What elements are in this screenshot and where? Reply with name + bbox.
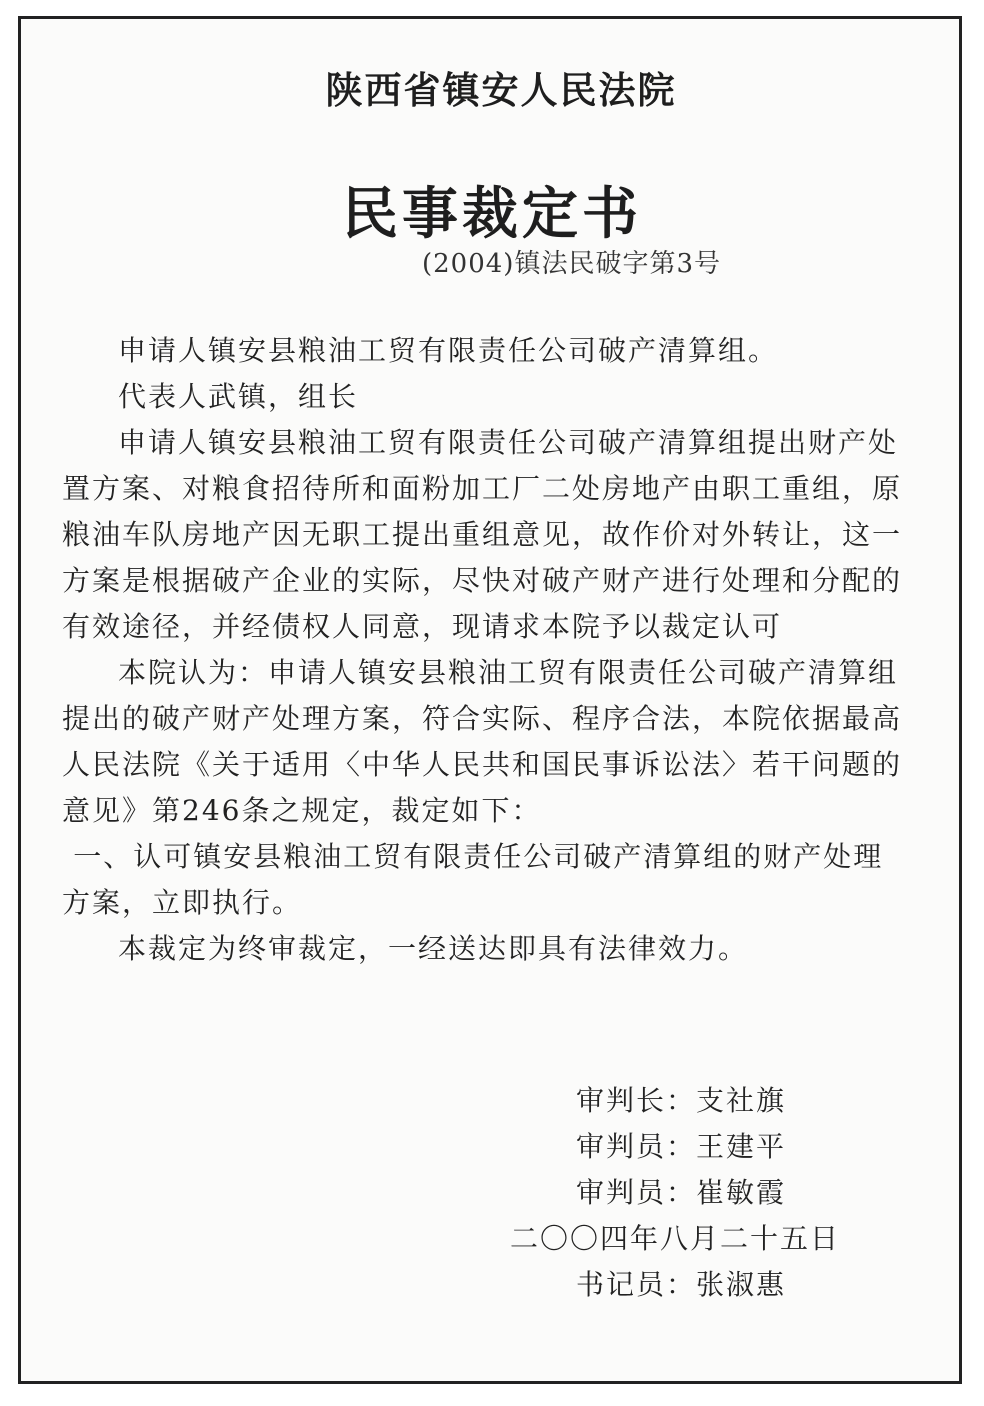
judge-1: 审判员：王建平 [576,1130,787,1163]
clerk: 书记员：张淑惠 [576,1268,787,1301]
case-number: (2004)镇法民破字第3号 [422,249,721,279]
paragraph-representative: 代表人武镇，组长 [118,380,359,413]
presiding-judge: 审判长：支社旗 [576,1084,787,1117]
court-name: 陕西省镇安人民法院 [325,68,677,112]
document-title: 民事裁定书 [342,182,642,247]
signature-block [510,1078,840,1308]
ruling-date: 二〇〇四年八月二十五日 [510,1222,841,1255]
paragraph-court-opinion: 本院认为：申请人镇安县粮油工贸有限责任公司破产清算组提出的破产财产处理方案，符合实际、程序合法，本院依据最高人民法院《关于适用〈中华人民共和国民事诉讼法〉若干问题的意见》第246条之规定，裁定如下： [62,656,903,827]
ruling-body [62,328,907,972]
paragraph-facts: 申请人镇安县粮油工贸有限责任公司破产清算组提出财产处置方案、对粮食招待所和面粉加工厂二处房地产由职工重组，原粮油车队房地产因无职工提出重组意见，故作价对外转让，这一方案是根据破产企业的实际，尽快对破产财产进行处理和分配的有效途径，并经债权人同意，现请求本院予以裁定认可 [62,426,903,643]
paragraph-finality: 本裁定为终审裁定，一经送达即具有法律效力。 [118,932,749,965]
paragraph-ruling-item: 一、认可镇安县粮油工贸有限责任公司破产清算组的财产处理方案，立即执行。 [62,840,884,919]
judge-2: 审判员：崔敏霞 [576,1176,787,1209]
paragraph-applicant: 申请人镇安县粮油工贸有限责任公司破产清算组。 [118,334,779,367]
